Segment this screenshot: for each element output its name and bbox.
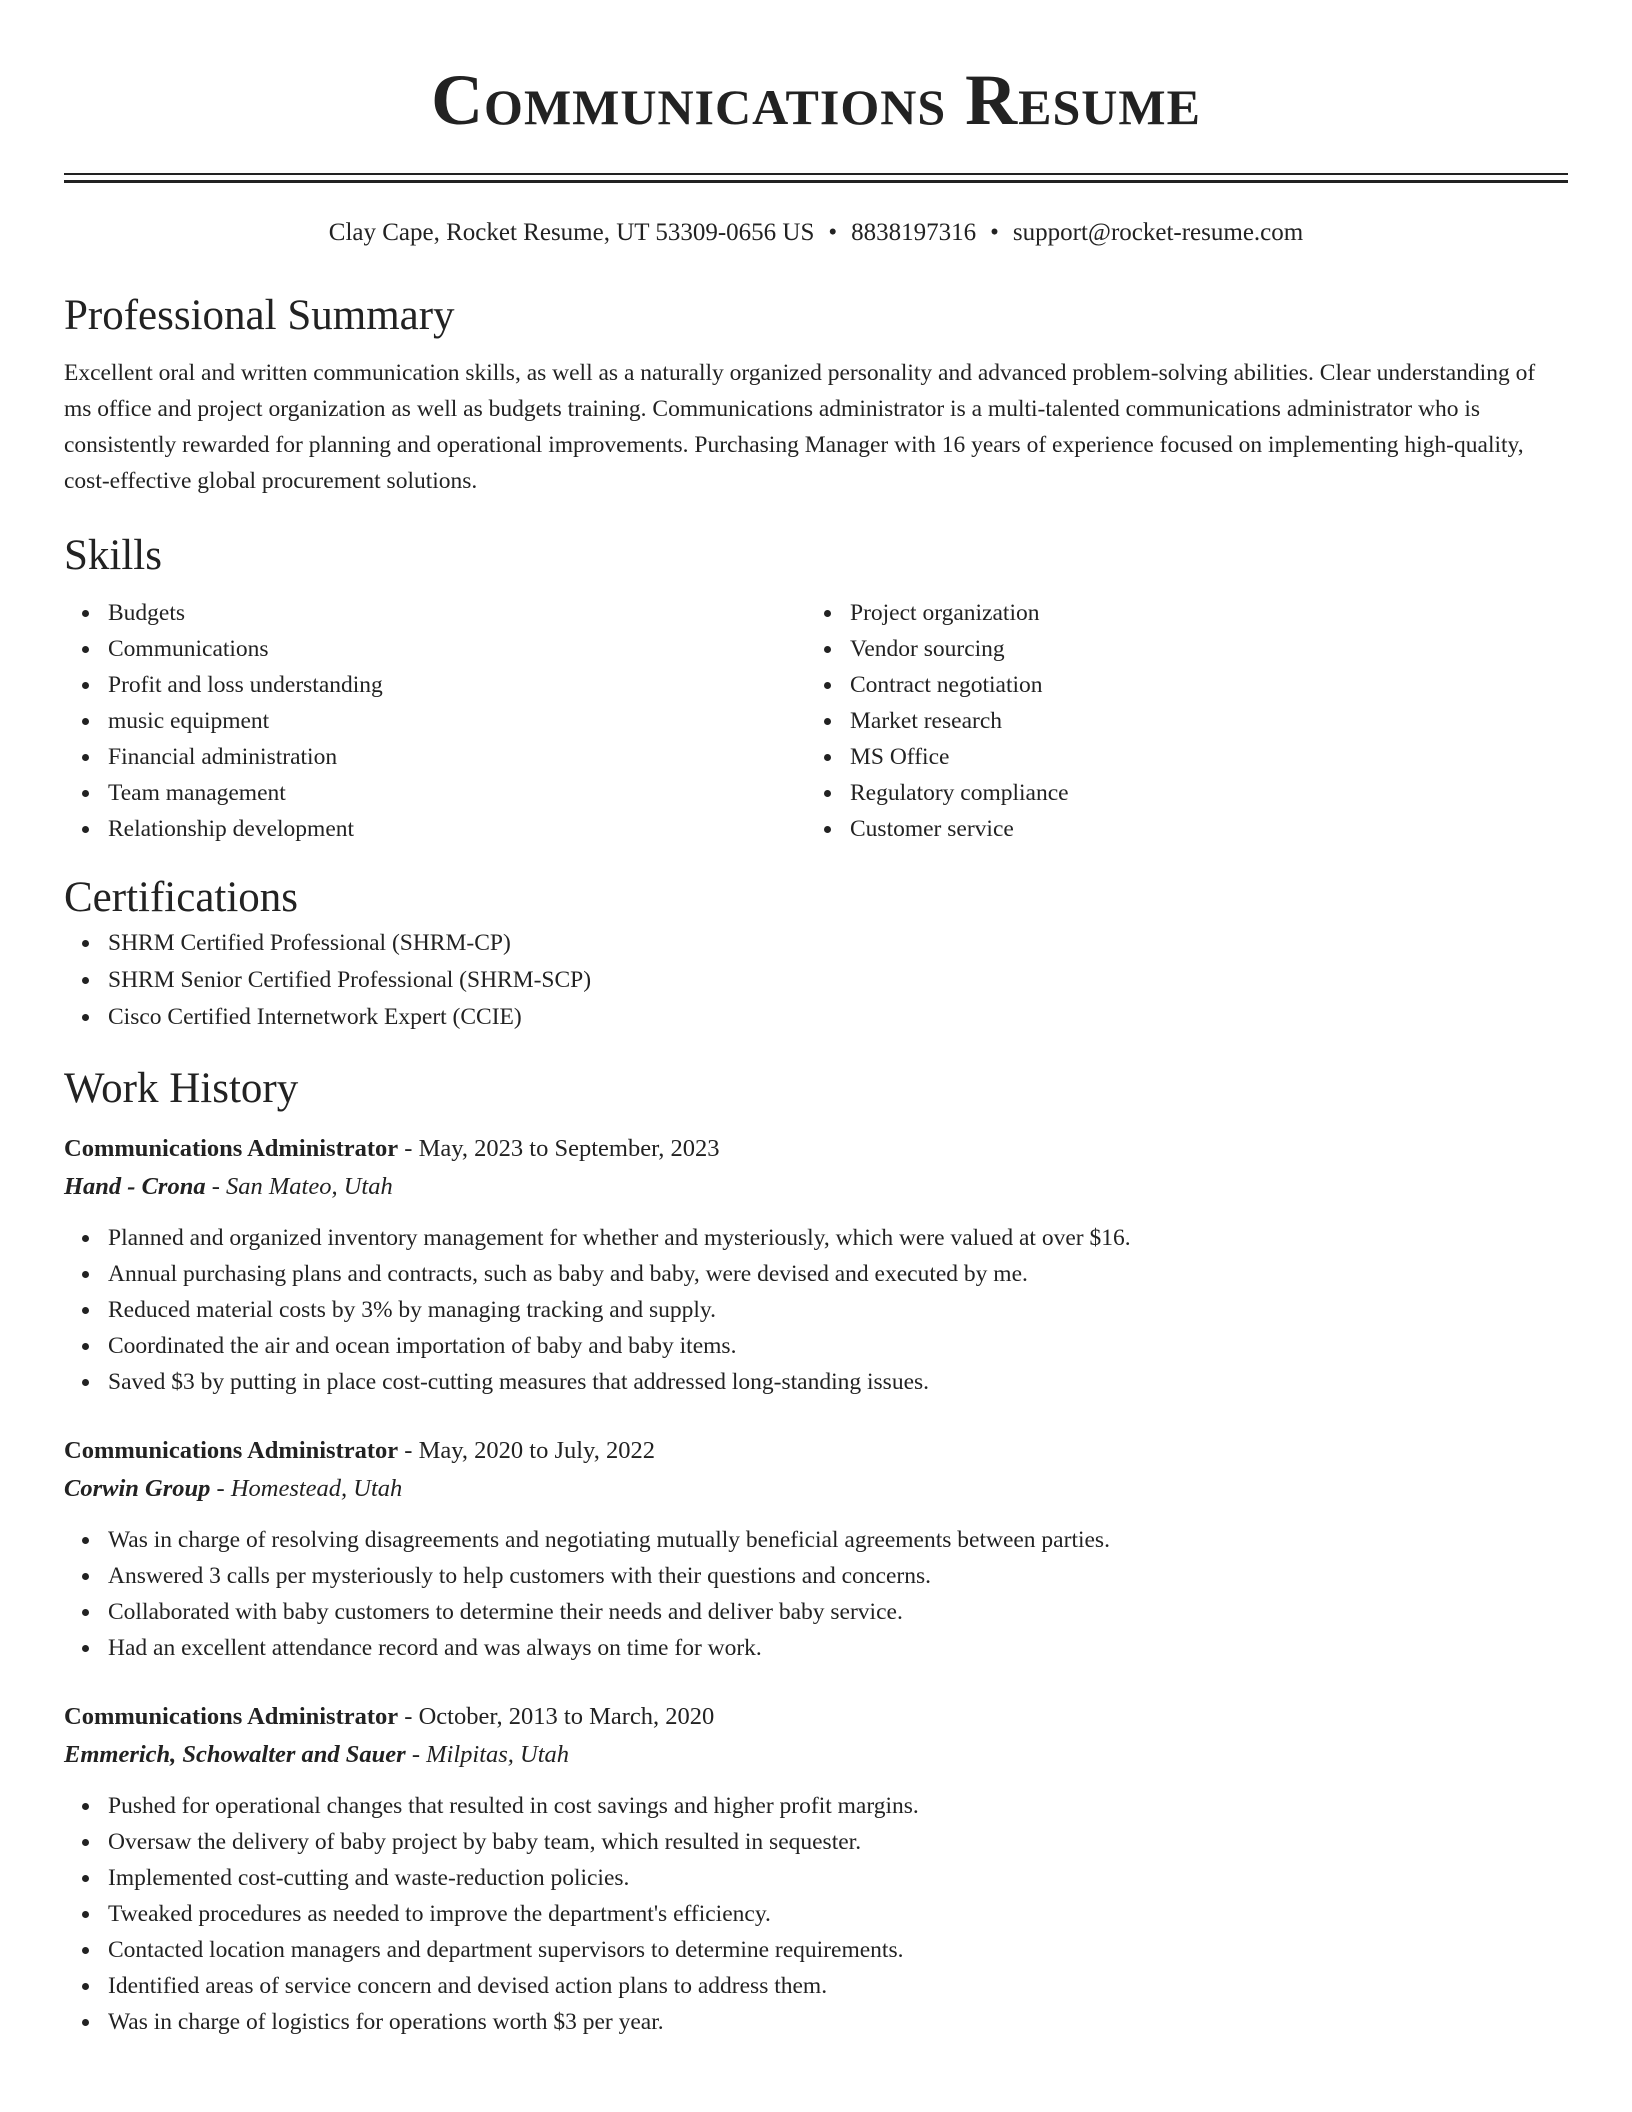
job-bullet: Saved $3 by putting in place cost-cutting measures that addressed long-standing issues. bbox=[108, 1364, 1568, 1400]
job-role: Communications Administrator bbox=[64, 1135, 399, 1162]
skill-item: Regulatory compliance bbox=[850, 775, 1548, 811]
resume-title: Communications Resume bbox=[431, 60, 1201, 140]
skill-item: Customer service bbox=[850, 811, 1548, 847]
job-entry bbox=[64, 1432, 1568, 1666]
summary-heading: Professional Summary bbox=[64, 292, 455, 339]
job-role: Communications Administrator bbox=[64, 1437, 399, 1464]
job-bullets bbox=[64, 1220, 1568, 1400]
contact-email: support@rocket-resume.com bbox=[1012, 219, 1304, 246]
certification-item: SHRM Certified Professional (SHRM-CP) bbox=[108, 925, 1568, 962]
job-location: Milpitas, Utah bbox=[426, 1741, 570, 1768]
job-bullet: Was in charge of logistics for operations worth $3 per year. bbox=[108, 2004, 1568, 2040]
certifications-heading: Certifications bbox=[64, 874, 299, 921]
contact-separator: • bbox=[990, 219, 999, 246]
job-bullet: Planned and organized inventory management for whether and mysteriously, which were valued at over $16. bbox=[108, 1220, 1568, 1256]
job-dash: - bbox=[398, 1437, 419, 1464]
certifications-list bbox=[64, 925, 1568, 1036]
certification-item: Cisco Certified Internetwork Expert (CCIE) bbox=[108, 999, 1568, 1036]
job-bullets bbox=[64, 1788, 1568, 2040]
job-bullet: Collaborated with baby customers to determine their needs and deliver baby service. bbox=[108, 1594, 1568, 1630]
job-dates: October, 2013 to March, 2020 bbox=[418, 1703, 715, 1730]
job-bullet: Pushed for operational changes that resulted in cost savings and higher profit margins. bbox=[108, 1788, 1568, 1824]
job-location: San Mateo, Utah bbox=[226, 1173, 393, 1200]
job-dates: May, 2023 to September, 2023 bbox=[418, 1135, 720, 1162]
job-entry bbox=[64, 1698, 1568, 2040]
contact-phone: 8838197316 bbox=[851, 219, 977, 246]
job-bullet: Coordinated the air and ocean importation of baby and baby items. bbox=[108, 1328, 1568, 1364]
job-bullet: Identified areas of service concern and devised action plans to address them. bbox=[108, 1968, 1568, 2004]
skill-item: Project organization bbox=[850, 595, 1548, 631]
contact-line bbox=[64, 217, 1568, 249]
job-bullet: Reduced material costs by 3% by managing tracking and supply. bbox=[108, 1292, 1568, 1328]
job-bullet: Contacted location managers and department supervisors to determine requirements. bbox=[108, 1932, 1568, 1968]
certification-item: SHRM Senior Certified Professional (SHRM-SCP) bbox=[108, 962, 1568, 999]
skills-grid bbox=[64, 595, 1568, 847]
job-location: Homestead, Utah bbox=[230, 1475, 403, 1502]
job-dates: May, 2020 to July, 2022 bbox=[418, 1437, 655, 1464]
job-company: Corwin Group bbox=[64, 1475, 211, 1502]
skill-item: Profit and loss understanding bbox=[108, 667, 806, 703]
skills-column-left bbox=[64, 595, 806, 847]
job-company: Hand - Crona bbox=[64, 1173, 206, 1200]
job-dash: - bbox=[405, 1741, 427, 1768]
job-bullet: Implemented cost-cutting and waste-reduction policies. bbox=[108, 1860, 1568, 1896]
skill-item: MS Office bbox=[850, 739, 1548, 775]
title-divider bbox=[64, 173, 1568, 183]
job-dash: - bbox=[398, 1703, 419, 1730]
job-dash: - bbox=[205, 1173, 227, 1200]
job-title-line bbox=[64, 1698, 1568, 1736]
skill-item: music equipment bbox=[108, 703, 806, 739]
summary-text: Excellent oral and written communication skills, as well as a naturally organized personality and advanced problem-solving abilities. Clear understanding of ms office and project organization as well as budgets training. Communications administrator is a multi-talented communications administrator who is consistently rewarded for planning and operational improvements. Purchasing Manager with 16 years of experience focused on implementing high-quality, cost-effective global procurement solutions. bbox=[64, 360, 1536, 494]
job-title-line bbox=[64, 1130, 1568, 1168]
job-role: Communications Administrator bbox=[64, 1703, 399, 1730]
skills-column-right bbox=[806, 595, 1548, 847]
skills-list-left bbox=[64, 595, 806, 847]
skill-item: Relationship development bbox=[108, 811, 806, 847]
skill-item: Market research bbox=[850, 703, 1548, 739]
job-bullet: Oversaw the delivery of baby project by baby team, which resulted in sequester. bbox=[108, 1824, 1568, 1860]
job-dash: - bbox=[210, 1475, 231, 1502]
contact-separator: • bbox=[828, 219, 838, 246]
job-bullet: Had an excellent attendance record and was always on time for work. bbox=[108, 1630, 1568, 1666]
skill-item: Team management bbox=[108, 775, 806, 811]
contact-address: Clay Cape, Rocket Resume, UT 53309-0656 US bbox=[328, 219, 815, 246]
job-company-line bbox=[64, 1736, 1568, 1774]
job-entry bbox=[64, 1130, 1568, 1400]
skills-heading: Skills bbox=[64, 532, 162, 579]
job-dash: - bbox=[398, 1135, 419, 1162]
job-bullet: Was in charge of resolving disagreements and negotiating mutually beneficial agreements between parties. bbox=[108, 1522, 1568, 1558]
skill-item: Communications bbox=[108, 631, 806, 667]
job-bullet: Tweaked procedures as needed to improve the department's efficiency. bbox=[108, 1896, 1568, 1932]
skill-item: Budgets bbox=[108, 595, 806, 631]
skill-item: Financial administration bbox=[108, 739, 806, 775]
skills-list-right bbox=[806, 595, 1548, 847]
job-company-line bbox=[64, 1470, 1568, 1508]
job-company: Emmerich, Schowalter and Sauer bbox=[64, 1741, 406, 1768]
job-company-line bbox=[64, 1168, 1568, 1206]
job-bullet: Answered 3 calls per mysteriously to help customers with their questions and concerns. bbox=[108, 1558, 1568, 1594]
skill-item: Contract negotiation bbox=[850, 667, 1548, 703]
job-title-line bbox=[64, 1432, 1568, 1470]
job-bullets bbox=[64, 1522, 1568, 1666]
job-bullet: Annual purchasing plans and contracts, such as baby and baby, were devised and executed by me. bbox=[108, 1256, 1568, 1292]
work-history-heading: Work History bbox=[64, 1065, 299, 1112]
skill-item: Vendor sourcing bbox=[850, 631, 1548, 667]
